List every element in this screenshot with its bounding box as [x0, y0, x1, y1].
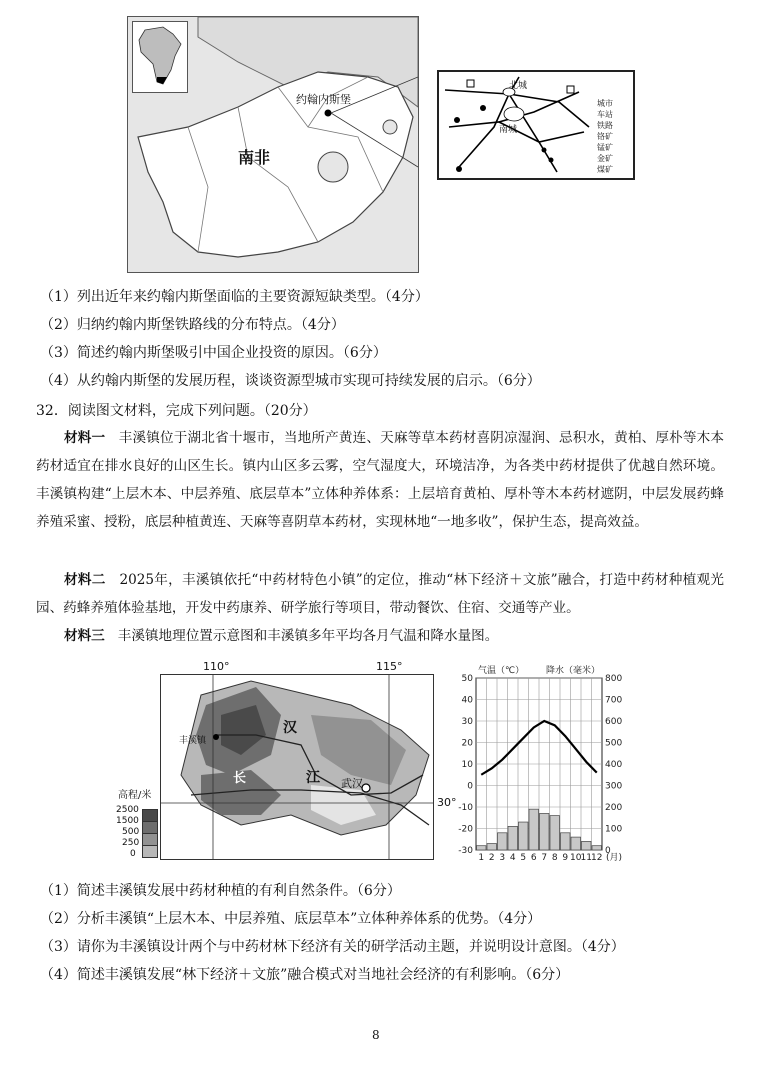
q32-item-1: （1）简述丰溪镇发展中药材种植的有利自然条件。（6分） [40, 883, 401, 899]
precip-bar [582, 841, 592, 850]
legend-coal: 煤矿 [597, 165, 613, 174]
material-1-label: 材料一 [64, 430, 106, 446]
precip-bar [519, 822, 529, 850]
legend-station: 车站 [597, 110, 613, 119]
q31-item-4: （4）从约翰内斯堡的发展历程，谈谈资源型城市实现可持续发展的启示。（6分） [40, 373, 541, 389]
q32-item-4: （4）简述丰溪镇发展“林下经济＋文旅”融合模式对当地社会经济的有利影响。（6分） [40, 967, 570, 983]
elev-500: 500 [122, 827, 140, 837]
material-2-label: 材料二 [64, 572, 106, 588]
africa-locator [132, 21, 188, 93]
johannesburg-inset-map [437, 70, 635, 180]
swatch-1500 [142, 821, 158, 833]
right-tick-label: 500 [605, 738, 623, 749]
precip-bar [529, 809, 539, 850]
elevation-swatches [142, 809, 158, 858]
month-label: 1 [478, 853, 485, 863]
material-1 [36, 424, 724, 536]
elev-250: 250 [122, 838, 140, 848]
swatch-250 [142, 845, 158, 858]
left-tick-label: -30 [458, 846, 473, 856]
south-africa-map [127, 16, 419, 273]
month-label: 8 [551, 853, 558, 863]
page-number: 8 [372, 1028, 380, 1042]
month-label: 9 [562, 853, 569, 863]
month-label: 5 [520, 853, 527, 863]
elev-2500: 2500 [116, 805, 139, 815]
left-tick-label: -10 [458, 803, 473, 813]
precip-bar [540, 813, 550, 850]
month-label: 12 [591, 853, 603, 863]
month-label: 4 [509, 853, 516, 863]
river-char-chang: 长 [233, 771, 247, 786]
left-tick-label: 10 [461, 760, 473, 770]
elev-1500: 1500 [116, 816, 139, 826]
precip-bar [550, 816, 560, 850]
month-unit: (月) [606, 853, 623, 863]
month-label: 2 [488, 853, 495, 863]
material-2 [36, 566, 724, 622]
hubei-terrain [161, 675, 433, 859]
right-tick-label: 600 [605, 717, 623, 727]
legend-chromium: 铬矿 [597, 132, 613, 141]
johannesburg-label: 约翰内斯堡 [296, 93, 351, 106]
precip-bar [571, 837, 581, 850]
right-tick-label: 200 [605, 803, 623, 813]
material-3-text: 丰溪镇地理位置示意图和丰溪镇多年平均各月气温和降水量图。 [117, 628, 499, 644]
lon-110-label: 110° [203, 660, 230, 673]
left-tick-label: 40 [461, 695, 473, 706]
climate-chart [446, 662, 632, 864]
legend-railway: 铁路 [597, 121, 613, 130]
inset-legend [597, 98, 613, 175]
precip-bar [487, 844, 497, 850]
south-africa-label: 南非 [238, 148, 271, 167]
precip-bar [592, 846, 602, 850]
material-2-text: 2025年，丰溪镇依托“中药材特色小镇”的定位，推动“林下经济＋文旅”融合，打造中药材种植观光园、药蜂养殖体验基地，开发中药康养、研学旅行等项目，带动餐饮、住宿、交通等产业。 [36, 572, 725, 616]
right-tick-label: 100 [605, 824, 623, 835]
elevation-legend [112, 786, 162, 861]
lon-115-label: 115° [376, 660, 403, 673]
q32-title: 32．阅读图文材料，完成下列问题。（20分） [36, 403, 317, 419]
left-tick-label: 30 [461, 717, 473, 727]
left-tick-label: 20 [461, 738, 473, 749]
left-tick-label: -20 [458, 824, 473, 835]
q31-item-1: （1）列出近年来约翰内斯堡面临的主要资源短缺类型。（4分） [40, 289, 429, 305]
right-axis-title: 降水（毫米） [545, 666, 600, 676]
material-1-text: 丰溪镇位于湖北省十堰市，当地所产黄连、天麻等草本药材喜阴凉湿润、忌积水，黄柏、厚朴等木本药材适宜在排水良好的山区生长。镇内山区多云雾，空气湿度大，环境洁净，为各类中药材提供了优越自然环境。丰溪镇构建“上层木本、中层养殖、底层草本”立体种养体系：上层培育黄柏、厚朴等木本药材遮阴，中层发展药蜂养殖采蜜、授粉，底层种植黄连、天麻等喜阴草本药材，实现林地“一地多收”，保护生态，提高效益。 [36, 430, 725, 530]
precip-bar [498, 833, 508, 850]
material-3 [36, 622, 724, 650]
wuhan-label: 武汉 [341, 777, 363, 790]
month-label: 10 [570, 853, 582, 863]
elev-0: 0 [130, 849, 136, 859]
swatch-2500 [142, 809, 158, 821]
right-tick-label: 700 [605, 695, 623, 706]
precip-bar [561, 833, 571, 850]
q32-item-3: （3）请你为丰溪镇设计两个与中药材林下经济有关的研学活动主题，并说明设计意图。（4分） [40, 939, 625, 955]
legend-city: 城市 [597, 99, 613, 108]
left-tick-label: 50 [461, 674, 473, 684]
month-label: 6 [530, 853, 537, 863]
hubei-location-map [160, 674, 434, 860]
legend-manganese: 锰矿 [597, 143, 613, 152]
q32-item-2: （2）分析丰溪镇“上层木本、中层养殖、底层草本”立体种养体系的优势。（4分） [40, 911, 542, 927]
right-tick-label: 0 [605, 846, 611, 856]
town-label: 丰溪镇 [179, 736, 207, 746]
right-tick-label: 400 [605, 760, 623, 770]
left-axis-title: 气温（℃） [478, 666, 525, 676]
legend-gold: 金矿 [597, 154, 613, 163]
q31-item-3: （3）简述约翰内斯堡吸引中国企业投资的原因。（6分） [40, 345, 387, 361]
north-city-label: 北城 [509, 81, 528, 91]
material-3-label: 材料三 [64, 628, 105, 644]
month-label: 3 [499, 853, 506, 863]
left-tick-label: 0 [467, 781, 473, 792]
month-label: 7 [541, 853, 548, 863]
river-char-jiang: 江 [306, 770, 320, 786]
south-city-label: 南城 [499, 125, 518, 135]
precip-bar [508, 826, 518, 850]
right-tick-label: 800 [605, 674, 623, 684]
month-label: 11 [580, 853, 592, 863]
lat-30-label: 30° [437, 796, 457, 809]
right-tick-label: 300 [605, 781, 623, 792]
elevation-title: 高程/米 [118, 790, 152, 801]
river-char-han: 汉 [283, 720, 297, 736]
q31-item-2: （2）归纳约翰内斯堡铁路线的分布特点。（4分） [40, 317, 345, 333]
precip-bar [477, 846, 487, 850]
swatch-500 [142, 833, 158, 845]
